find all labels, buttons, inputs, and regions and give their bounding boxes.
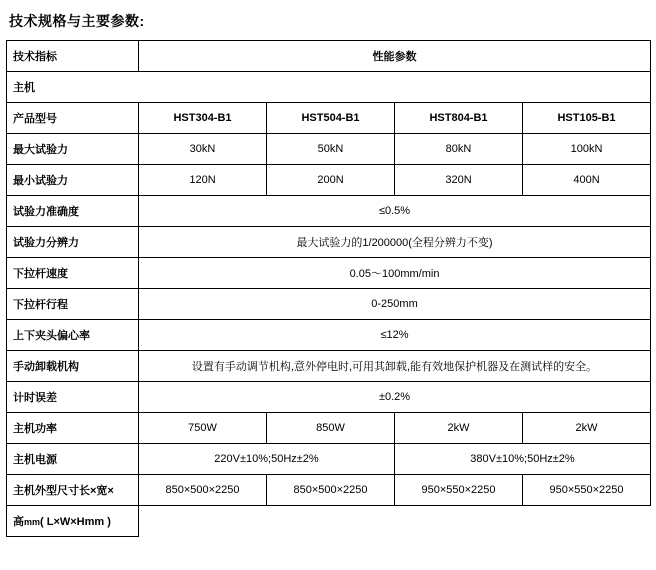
empty-cell xyxy=(267,506,395,537)
cell-value: 750W xyxy=(139,413,267,444)
cell-value: 850W xyxy=(267,413,395,444)
cell-value: HST504-B1 xyxy=(267,103,395,134)
table-row xyxy=(7,444,651,475)
page-title: 技术规格与主要参数: xyxy=(9,13,145,29)
row-label-min-force: 最小试验力 xyxy=(7,165,139,196)
row-label-model: 产品型号 xyxy=(7,103,139,134)
row-label-dimensions-cont xyxy=(7,506,139,537)
header-cell-indicator: 技术指标 xyxy=(7,41,139,72)
cell-value: 2kW xyxy=(395,413,523,444)
specification-table xyxy=(6,40,651,537)
cell-value: 80kN xyxy=(395,134,523,165)
dimensions-formula: ( L×W×Hmm ) xyxy=(40,516,111,528)
header-cell-parameters: 性能参数 xyxy=(139,41,651,72)
cell-value: 380V±10%;50Hz±2% xyxy=(395,444,651,475)
cell-value: 850×500×2250 xyxy=(267,475,395,506)
cell-value: 320N xyxy=(395,165,523,196)
cell-value: 设置有手动调节机构,意外停电时,可用其卸载,能有效地保护机器及在测试样的安全。 xyxy=(139,351,651,382)
table-row xyxy=(7,413,651,444)
cell-value: HST304-B1 xyxy=(139,103,267,134)
cell-value: ≤12% xyxy=(139,320,651,351)
cell-value: 850×500×2250 xyxy=(139,475,267,506)
row-label-manual-unload: 手动卸载机构 xyxy=(7,351,139,382)
dimensions-height-label: 高 xyxy=(13,516,24,528)
empty-cell xyxy=(523,506,651,537)
cell-value: 0.05～100mm/min xyxy=(139,258,651,289)
cell-value: ≤0.5% xyxy=(139,196,651,227)
row-label-force-resolution: 试验力分辨力 xyxy=(7,227,139,258)
table-row xyxy=(7,382,651,413)
cell-value: 400N xyxy=(523,165,651,196)
section-label-main-unit: 主机 xyxy=(7,72,651,103)
cell-value: 220V±10%;50Hz±2% xyxy=(139,444,395,475)
cell-value: HST105-B1 xyxy=(523,103,651,134)
cell-value: 30kN xyxy=(139,134,267,165)
row-label-rod-speed: 下拉杆速度 xyxy=(7,258,139,289)
table-row xyxy=(7,165,651,196)
row-label-dimensions: 主机外型尺寸长×宽× xyxy=(7,475,139,506)
row-label-rod-stroke: 下拉杆行程 xyxy=(7,289,139,320)
table-row xyxy=(7,320,651,351)
table-row xyxy=(7,289,651,320)
table-row xyxy=(7,475,651,506)
cell-value: 50kN xyxy=(267,134,395,165)
cell-value: 950×550×2250 xyxy=(523,475,651,506)
row-label-power: 主机功率 xyxy=(7,413,139,444)
cell-value: 950×550×2250 xyxy=(395,475,523,506)
cell-value: 0-250mm xyxy=(139,289,651,320)
table-row-continuation xyxy=(7,506,651,537)
empty-cell xyxy=(395,506,523,537)
table-row xyxy=(7,227,651,258)
cell-value: 最大试验力的1/200000(全程分辨力不变) xyxy=(139,227,651,258)
table-row xyxy=(7,258,651,289)
cell-value: HST804-B1 xyxy=(395,103,523,134)
cell-value: ±0.2% xyxy=(139,382,651,413)
cell-value: 200N xyxy=(267,165,395,196)
row-label-supply: 主机电源 xyxy=(7,444,139,475)
row-label-force-accuracy: 试验力准确度 xyxy=(7,196,139,227)
cell-value: 120N xyxy=(139,165,267,196)
cell-value: 100kN xyxy=(523,134,651,165)
table-row xyxy=(7,134,651,165)
table-row xyxy=(7,103,651,134)
table-row xyxy=(7,351,651,382)
dimensions-unit-note: mm xyxy=(24,517,41,527)
cell-value: 2kW xyxy=(523,413,651,444)
row-label-eccentricity: 上下夹头偏心率 xyxy=(7,320,139,351)
row-label-timing-error: 计时误差 xyxy=(7,382,139,413)
row-label-max-force: 最大试验力 xyxy=(7,134,139,165)
table-section-row xyxy=(7,72,651,103)
table-row xyxy=(7,196,651,227)
table-header-row xyxy=(7,41,651,72)
empty-cell xyxy=(139,506,267,537)
